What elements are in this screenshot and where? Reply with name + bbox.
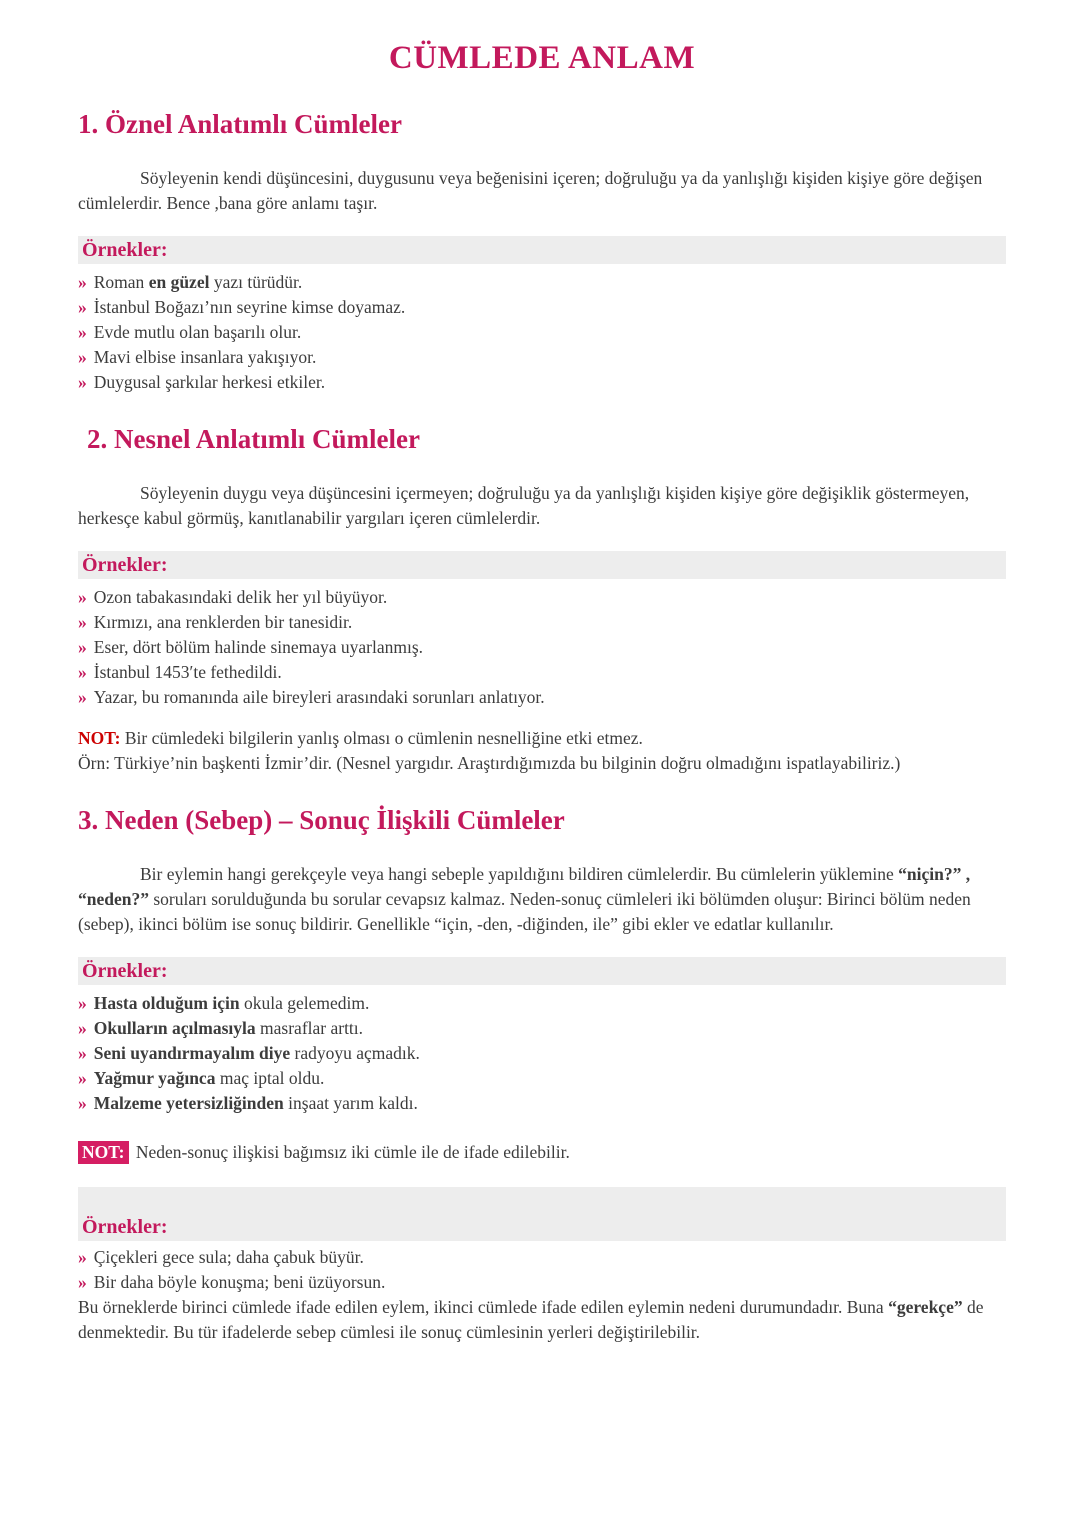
examples-label-text: Örnekler: xyxy=(82,239,168,261)
paragraph xyxy=(78,726,1006,751)
text-run: Bir eylemin hangi gerekçeyle veya hangi sebeple yapıldığını bildiren cümlelerdir. Bu cümlelerin yüklemine xyxy=(140,864,899,884)
examples-list xyxy=(78,1245,1006,1295)
bullet-marker: » xyxy=(78,272,87,292)
text-run: yazı türüdür. xyxy=(209,272,303,292)
section-heading: 1. Öznel Anlatımlı Cümleler xyxy=(78,109,402,139)
example-item xyxy=(78,991,1006,1016)
text-run: soruları sorulduğunda bu sorular cevapsız kalmaz. Neden-sonuç cümleleri iki bölümden oluşur: Birinci bölüm neden (sebep), ikinci bölüm ise sonuç bildirir. Genellikle “için, -den, -diğinden, ile” gibi ekler ve edatlar kullanılır. xyxy=(78,889,971,934)
note-text: Neden-sonuç ilişkisi bağımsız iki cümle ile de ifade edilebilir. xyxy=(131,1142,570,1162)
document-page xyxy=(78,40,1006,1345)
example-item xyxy=(78,1041,1006,1066)
example-item xyxy=(78,1091,1006,1116)
text-run: radyoyu açmadık. xyxy=(290,1043,420,1063)
document-body xyxy=(78,107,1006,1345)
text-run: Örn: Türkiye’nin başkenti İzmir’dir. (Nesnel yargıdır. Araştırdığımızda bu bilginin doğru olmadığını ispatlayabiliriz.) xyxy=(78,753,901,773)
text-run: Mavi elbise insanlara yakışıyor. xyxy=(93,347,317,367)
bold-text: “gerekçe” xyxy=(888,1297,963,1317)
example-item xyxy=(78,1245,1006,1270)
examples-list xyxy=(78,270,1006,395)
bullet-marker: » xyxy=(78,993,87,1013)
example-item xyxy=(78,610,1006,635)
bullet-marker: » xyxy=(78,687,87,707)
section-heading: 2. Nesnel Anlatımlı Cümleler xyxy=(87,424,420,454)
text-run: Evde mutlu olan başarılı olur. xyxy=(93,322,302,342)
examples-label xyxy=(78,236,1006,264)
example-item xyxy=(78,295,1006,320)
examples-label xyxy=(78,551,1006,579)
example-item xyxy=(78,1016,1006,1041)
text-run: inşaat yarım kaldı. xyxy=(283,1093,418,1113)
text-run: Eser, dört bölüm halinde sinemaya uyarlanmış. xyxy=(93,637,424,657)
bullet-marker: » xyxy=(78,347,87,367)
text-run: masraflar arttı. xyxy=(255,1018,364,1038)
text-run: Çiçekleri gece sula; daha çabuk büyür. xyxy=(93,1247,364,1267)
example-item xyxy=(78,685,1006,710)
bullet-marker: » xyxy=(78,372,87,392)
bullet-marker: » xyxy=(78,1043,87,1063)
example-item xyxy=(78,1066,1006,1091)
bold-text: Hasta olduğum için xyxy=(93,993,240,1013)
bullet-marker: » xyxy=(78,1068,87,1088)
text-run: maç iptal oldu. xyxy=(215,1068,325,1088)
paragraph xyxy=(78,481,1006,531)
text-run: Söyleyenin duygu veya düşüncesini içermeyen; doğruluğu ya da yanlışlığı kişiden kişiye göre değişiklik göstermeyen, herkesçe kabul görmüş, kanıtlanabilir yargıları içeren cümlelerdir. xyxy=(78,483,970,528)
examples-label xyxy=(78,957,1006,985)
example-item xyxy=(78,320,1006,345)
note-badge: NOT: xyxy=(78,1141,129,1164)
section-oznel-anlatimli-cumleler xyxy=(78,107,1006,395)
text-run: Yazar, bu romanında aile bireyleri arasındaki sorunları anlatıyor. xyxy=(93,687,545,707)
examples-label xyxy=(78,1187,1006,1241)
text-run: Kırmızı, ana renklerden bir tanesidir. xyxy=(93,612,353,632)
page-title: CÜMLEDE ANLAM xyxy=(388,40,696,76)
bullet-marker: » xyxy=(78,297,87,317)
bullet-marker: » xyxy=(78,1247,87,1267)
text-run: Bir daha böyle konuşma; beni üzüyorsun. xyxy=(93,1272,386,1292)
section-heading: 3. Neden (Sebep) – Sonuç İlişkili Cümleler xyxy=(78,805,565,835)
example-item xyxy=(78,345,1006,370)
paragraph xyxy=(78,862,1006,937)
text-run: okula gelemedim. xyxy=(239,993,370,1013)
example-item xyxy=(78,370,1006,395)
section-neden-sonuc-iliskili-cumleler xyxy=(78,803,1006,1345)
bold-text: en güzel xyxy=(148,272,210,292)
examples-list xyxy=(78,585,1006,710)
paragraph xyxy=(78,751,1006,776)
examples-list xyxy=(78,991,1006,1116)
note-label: NOT: xyxy=(78,728,121,748)
text-run: Bu örneklerde birinci cümlede ifade edilen eylem, ikinci cümlede ifade edilen eylemin nedeni durumundadır. Buna xyxy=(78,1297,889,1317)
text-run: İstanbul 1453′te fethedildi. xyxy=(93,662,282,682)
note-line xyxy=(78,1140,1006,1165)
bullet-marker: » xyxy=(78,662,87,682)
bullet-marker: » xyxy=(78,612,87,632)
bullet-marker: » xyxy=(78,322,87,342)
paragraph xyxy=(78,166,1006,216)
examples-label-text: Örnekler: xyxy=(82,1216,168,1238)
text-run: İstanbul Boğazı’nın seyrine kimse doyamaz. xyxy=(93,297,406,317)
bold-text: Malzeme yetersizliğinden xyxy=(93,1093,284,1113)
example-item xyxy=(78,1270,1006,1295)
bold-text: Okulların açılmasıyla xyxy=(93,1018,256,1038)
examples-label-text: Örnekler: xyxy=(82,960,168,982)
bold-text: “niçin?” , “neden?” xyxy=(78,864,971,909)
example-item xyxy=(78,270,1006,295)
bold-text: Seni uyandırmayalım diye xyxy=(93,1043,291,1063)
bullet-marker: » xyxy=(78,1272,87,1292)
bullet-marker: » xyxy=(78,587,87,607)
bold-text: Yağmur yağınca xyxy=(93,1068,216,1088)
text-run: Ozon tabakasındaki delik her yıl büyüyor. xyxy=(93,587,388,607)
text-run: Roman xyxy=(93,272,149,292)
text-run: Duygusal şarkılar herkesi etkiler. xyxy=(93,372,326,392)
section-nesnel-anlatimli-cumleler xyxy=(78,422,1006,776)
bullet-marker: » xyxy=(78,1018,87,1038)
example-item xyxy=(78,585,1006,610)
example-item xyxy=(78,660,1006,685)
bullet-marker: » xyxy=(78,637,87,657)
paragraph xyxy=(78,1295,1006,1345)
examples-label-text: Örnekler: xyxy=(82,554,168,576)
text-run: de denmektedir. Bu tür ifadelerde sebep cümlesi ile sonuç cümlesinin yerleri değiştirilebilir. xyxy=(78,1297,984,1342)
text-run: Bir cümledeki bilgilerin yanlış olması o cümlenin nesnelliğine etki etmez. xyxy=(120,728,643,748)
example-item xyxy=(78,635,1006,660)
bullet-marker: » xyxy=(78,1093,87,1113)
text-run: Söyleyenin kendi düşüncesini, duygusunu veya beğenisini içeren; doğruluğu ya da yanlışlığı kişiden kişiye göre değişen cümlelerdir. Bence ,bana göre anlamı taşır. xyxy=(78,168,983,213)
